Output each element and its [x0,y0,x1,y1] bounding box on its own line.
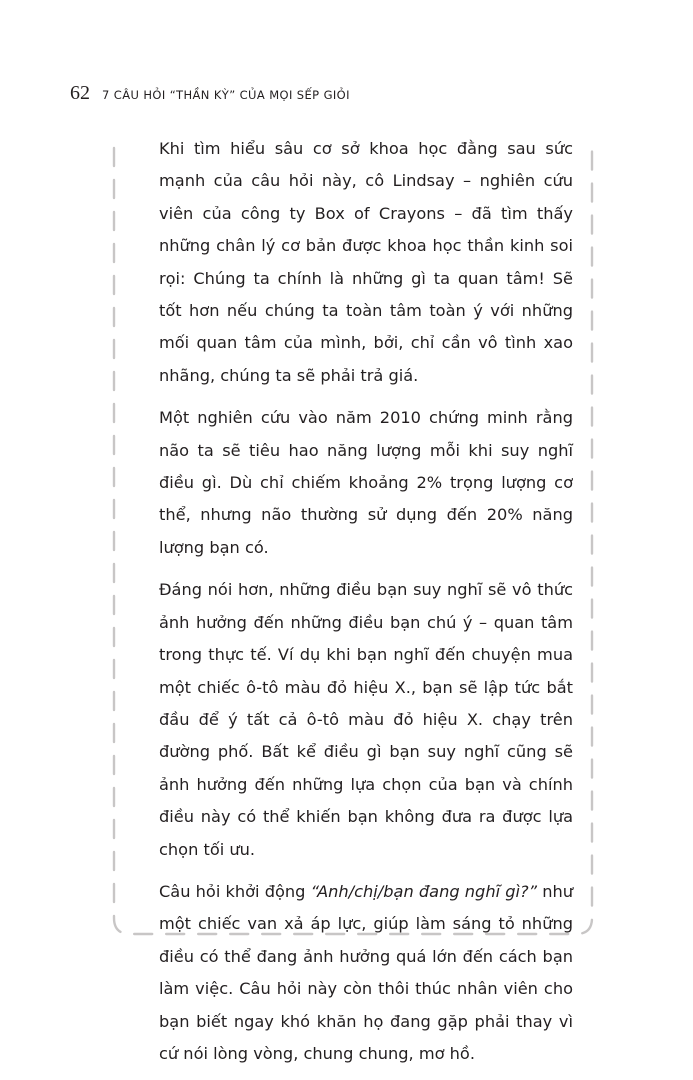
paragraph-4-question: “Anh/chị/bạn đang nghĩ gì?” [310,881,538,901]
paragraph-4 [159,876,573,1070]
paragraph-2-text: Một nghiên cứu vào năm 2010 chứng minh rằng não ta sẽ tiêu hao năng lượng mỗi khi suy nghĩ điều gì. Dù chỉ chiếm khoảng 2% trọng lượng cơ thể, nhưng não thường sử dụng đến 20% năng lượng bạn có. [159,408,573,557]
running-header [70,82,350,105]
paragraph-2 [159,402,573,564]
paragraph-3-text: Đáng nói hơn, những điều bạn suy nghĩ sẽ vô thức ảnh hưởng đến những điều bạn chú ý – quan tâm trong thực tế. Ví dụ khi bạn nghĩ đến chuyện mua một chiếc ô-tô màu đỏ hiệu X., bạn sẽ lập tức bắt đầu để ý tất cả ô-tô màu đỏ hiệu X. chạy trên đường phố. Bất kể điều gì bạn suy nghĩ cũng sẽ ảnh hưởng đến những lựa chọn của bạn và chính điều này có thể khiến bạn không đưa ra được lựa chọn tối ưu. [159,580,573,859]
paragraph-4-after: như một chiếc van xả áp lực, giúp làm sáng tỏ những điều có thể đang ảnh hưởng quá lớn đến cách bạn làm việc. Câu hỏi này còn thôi thúc nhân viên cho bạn biết ngay khó khăn họ đang gặp phải thay vì cứ nói lòng vòng, chung chung, mơ hồ. [159,881,573,1063]
page-number: 62 [70,82,90,104]
paragraph-1 [159,133,573,392]
paragraph-1-text: Khi tìm hiểu sâu cơ sở khoa học đằng sau sức mạnh của câu hỏi này, cô Lindsay – nghiên cứu viên của công ty Box of Crayons – đã tìm thấy những chân lý cơ bản được khoa học thần kinh soi rọi: Chúng ta chính là những gì ta quan tâm! Sẽ tốt hơn nếu chúng ta toàn tâm toàn ý với những mối quan tâm của mình, bởi, chỉ cần vô tình xao nhãng, chúng ta sẽ phải trả giá. [159,139,573,385]
page-body [159,133,573,1080]
paragraph-3 [159,574,573,866]
book-title: 7 CÂU HỎI “THẦN KỲ” CỦA MỌI SẾP GIỎI [102,88,350,102]
paragraph-4-before: Câu hỏi khởi động [159,881,311,901]
